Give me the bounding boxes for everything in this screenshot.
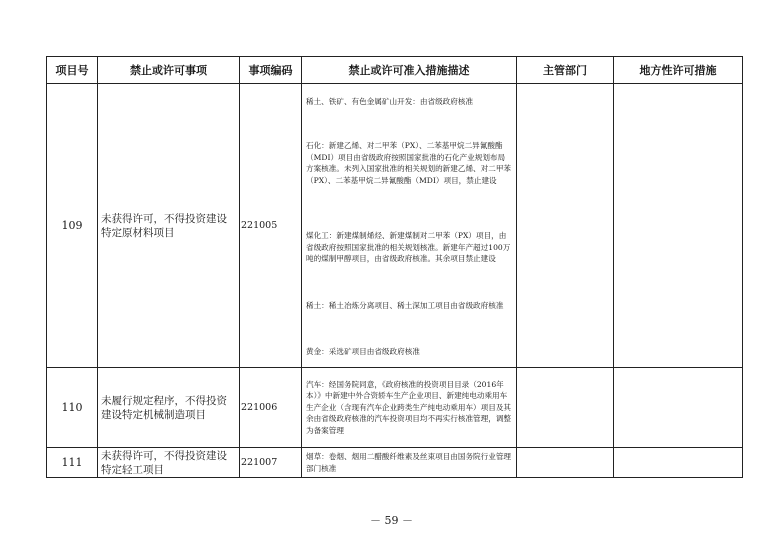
row-description xyxy=(302,84,517,368)
header-row xyxy=(47,57,743,84)
page-number: － 59 － xyxy=(370,514,413,527)
row-department xyxy=(517,84,614,368)
row-local-measures xyxy=(614,84,743,368)
header-matter: 禁止或许可事项 xyxy=(98,57,240,84)
header-description: 禁止或许可准入措施描述 xyxy=(302,57,517,84)
row-matter: 未获得许可，不得投资建设特定原材料项目 xyxy=(98,84,240,368)
row-description xyxy=(302,368,517,448)
measures-table xyxy=(46,56,743,478)
row-department xyxy=(517,448,614,478)
description-paragraph: 稀土：稀土冶炼分离项目、稀土深加工项目由省级政府核准 xyxy=(306,301,504,310)
row-number: 109 xyxy=(47,84,98,368)
row-code: 221005 xyxy=(240,84,302,368)
table-row xyxy=(47,448,743,478)
row-code: 221007 xyxy=(240,448,302,478)
row-matter: 未履行规定程序，不得投资建设特定机械制造项目 xyxy=(98,368,240,448)
table-row xyxy=(47,368,743,448)
row-number: 111 xyxy=(47,448,98,478)
row-description xyxy=(302,448,517,478)
header-local-measures: 地方性许可措施 xyxy=(614,57,743,84)
description-paragraph: 黄金：采选矿项目由省级政府核准 xyxy=(306,347,420,356)
description-paragraph: 烟草：卷烟、烟用二醋酸纤维素及丝束项目由国务院行业管理部门核准 xyxy=(306,452,512,473)
header-item-number: 项目号 xyxy=(47,57,98,84)
row-number: 110 xyxy=(47,368,98,448)
table-row xyxy=(47,84,743,368)
description-paragraph: 汽车：经国务院同意，《政府核准的投资项目目录（2016年本）》中新建中外合资轿车生产企业项目、新建纯电动乘用车生产企业（含现有汽车企业跨类生产纯电动乘用车）项目及其余由省级政府核准的汽车投资项目均不再实行核准管理，调整为备案管理 xyxy=(306,379,512,435)
row-local-measures xyxy=(614,368,743,448)
header-code: 事项编码 xyxy=(240,57,302,84)
row-local-measures xyxy=(614,448,743,478)
description-paragraph: 石化：新建乙烯、对二甲苯（PX）、二苯基甲烷二异氰酸酯（MDI）项目由省级政府按照国家批准的石化产业规划布局方案核准。未列入国家批准的相关规划的新建乙烯、对二甲苯（PX）、二苯基甲烷二异氰酸酯（MDI）项目，禁止建设 xyxy=(306,141,512,185)
row-code: 221006 xyxy=(240,368,302,448)
description-paragraph: 稀土、铁矿、有色金属矿山开发：由省级政府核准 xyxy=(306,97,474,106)
row-matter: 未获得许可，不得投资建设特定轻工项目 xyxy=(98,448,240,478)
description-paragraph: 煤化工：新建煤制烯烃、新建煤制对二甲苯（PX）项目，由省级政府按照国家批准的相关规划核准。新建年产超过100万吨的煤制甲醇项目，由省级政府核准。其余项目禁止建设 xyxy=(306,231,511,263)
header-department: 主管部门 xyxy=(517,57,614,84)
row-department xyxy=(517,368,614,448)
